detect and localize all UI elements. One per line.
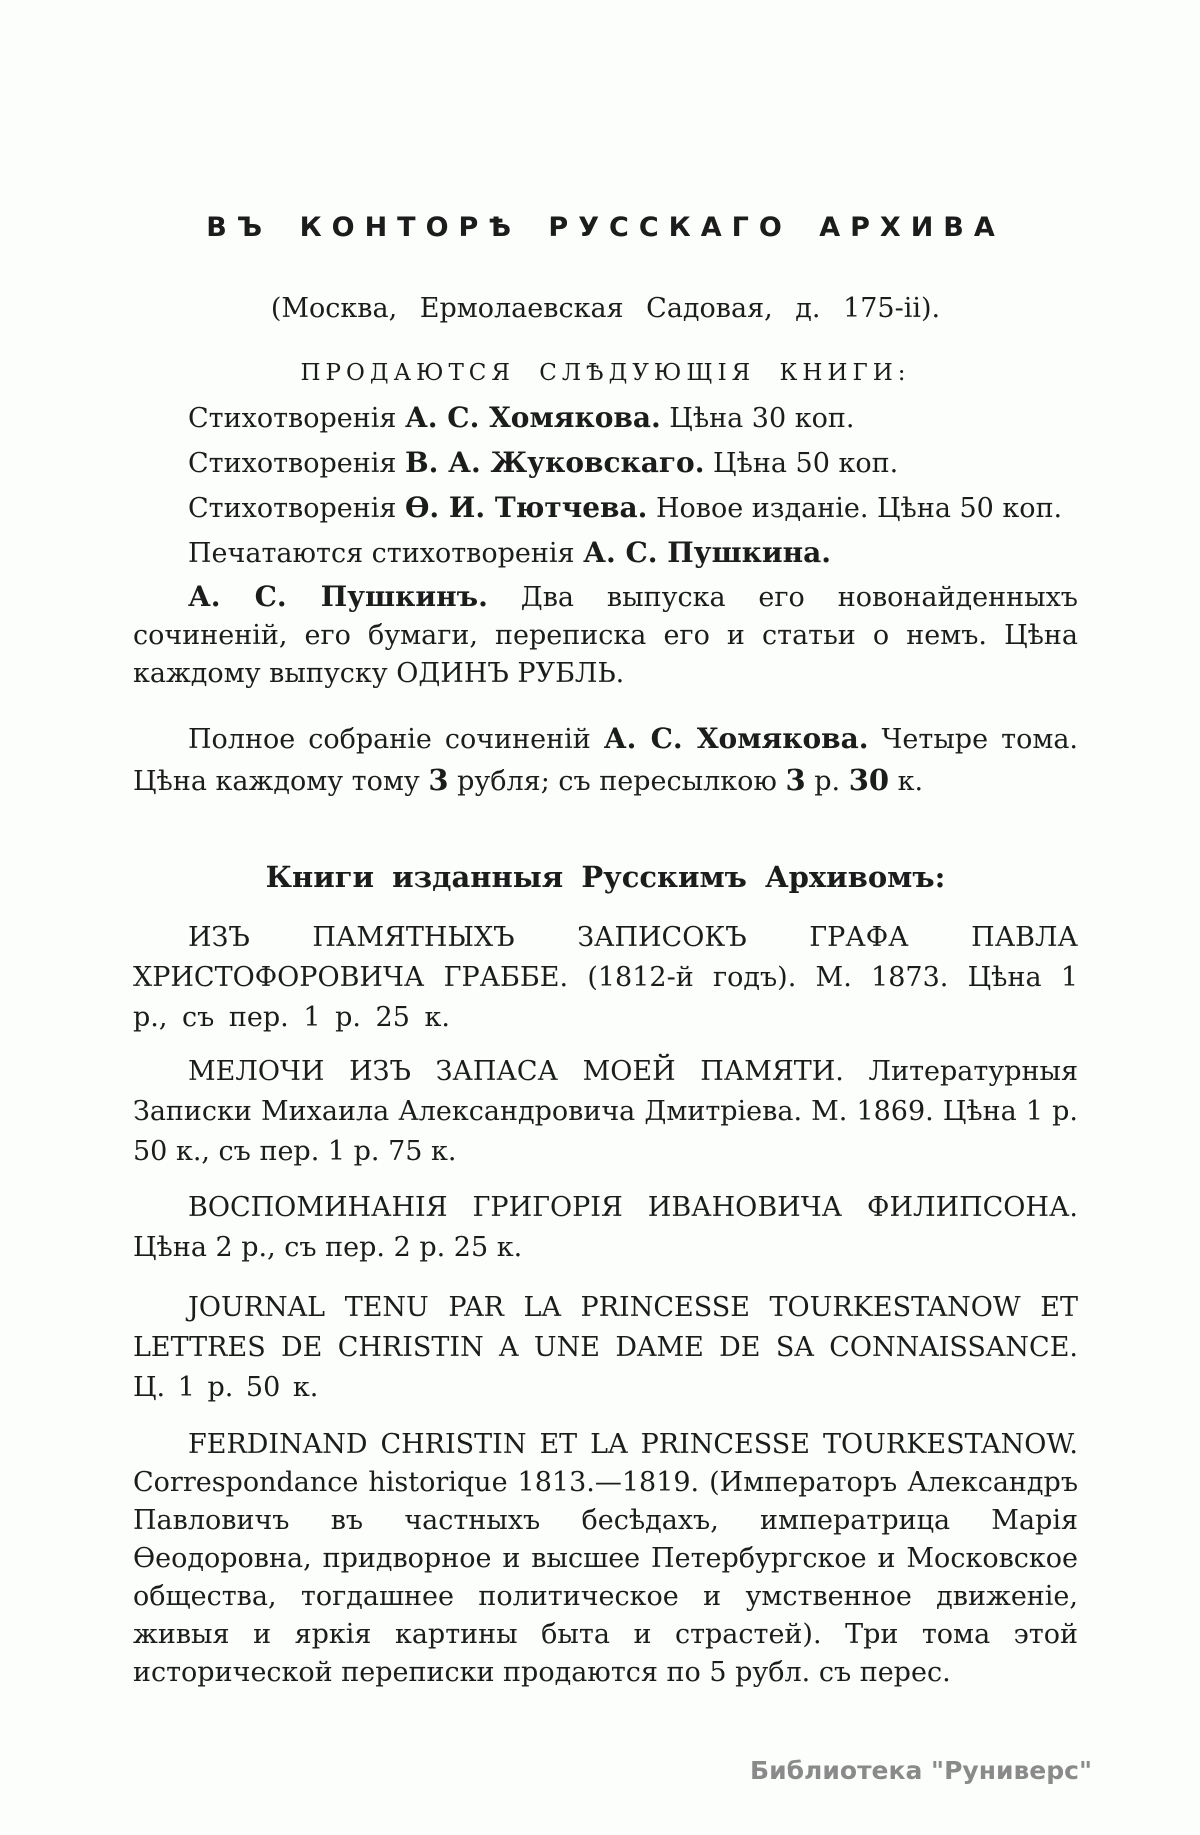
pushkin-paragraph [133,578,1078,693]
sale-heading: ПРОДАЮТСЯ СЛѢДУЮЩІЯ КНИГИ: [300,360,911,386]
sale-list [133,396,1078,576]
book-entry [133,918,1078,1038]
sale-item-prefix: Стихотворенія [188,403,405,434]
paragraph-text: к. [889,766,924,797]
page-title: ВЪ КОНТОРѢ РУССКАГО АРХИВА [206,212,1005,243]
paragraph-text: Два выпуска его новонайденныхъ сочиненій, его бумаги, переписка его и статьи о немъ. Цѣна каждому выпуску ОДИНЪ РУБЛЬ. [133,582,1078,689]
book-details: Ц. 1 р. 50 к. [133,1372,319,1403]
address-line: (Москва, Ермолаевская Садовая, д. 175-ii). [270,293,941,324]
sale-item-price: Новое изданіе. Цѣна 50 коп. [647,493,1063,524]
book-entry [133,1188,1078,1268]
book-title: ВОСПОМИНАНІЯ ГРИГОРІЯ ИВАНОВИЧА ФИЛИПСОНА. [188,1192,1078,1223]
sale-item-price: Цѣна 50 коп. [704,448,899,479]
khomyakov-paragraph [133,719,1078,802]
paragraph-text: рубля; съ пересылкою [448,766,786,797]
paragraph-text: Четыре тома. Цѣна каждому тому [133,724,1079,797]
book-details: Correspondance historique 1813.—1819. (Императоръ Александръ Павловичъ въ частныхъ бесѣдахъ, императрица Марія Ѳеодоровна, придворное и высшее Петербургское и Московское общества, тогдашнее политическое и умственное движеніе, живыя и яркія картины быта и страстей). Три тома этой исторической переписки продаются по 5 рубл. съ перес. [133,1467,1078,1688]
price-value: 30 [848,763,890,797]
book-entry [133,1288,1078,1408]
page-column [133,0,1078,1692]
book-title: JOURNAL TENU PAR LA PRINCESSE TOURKESTANOW ET LETTRES DE CHRISTIN A UNE DAME DE SA CONNAISSANCE. [133,1292,1078,1363]
book-title: МЕЛОЧИ ИЗЪ ЗАПАСА МОЕЙ ПАМЯТИ. [188,1056,844,1087]
author-name: В. А. Жуковскаго. [404,446,705,479]
paragraph-text: р. [805,766,849,797]
book-entry [133,1426,1078,1692]
author-name: А. С. Пушкинъ. [188,580,488,613]
author-name: А. С. Пушкина. [583,536,832,569]
book-details: (1812-й годъ). М. 1873. Цѣна 1 р., съ пер. 1 р. 25 к. [133,962,1079,1033]
sale-list-item [133,531,1078,576]
author-name: Ѳ. И. Тютчева. [404,491,648,524]
sale-item-prefix: Стихотворенія [188,448,405,479]
section-heading: Книги изданныя Русскимъ Архивомъ: [265,860,946,894]
sale-item-price: Цѣна 30 коп. [660,403,855,434]
price-value: 3 [785,763,806,797]
paragraph-text: Полное собраніе сочиненій [188,724,604,755]
sale-item-prefix: Печатаются стихотворенія [188,538,584,569]
sale-list-item [133,441,1078,486]
price-value: 3 [428,763,449,797]
author-name: А. С. Хомякова. [603,722,869,755]
book-entry [133,1052,1078,1172]
book-details: Литературныя Записки Михаила Александровича Дмитріева. М. 1869. Цѣна 1 р. 50 к., съ пер. 1 р. 75 к. [133,1056,1078,1167]
book-details: Цѣна 2 р., съ пер. 2 р. 25 к. [133,1232,523,1263]
sale-list-item [133,396,1078,441]
book-title: FERDINAND CHRISTIN ET LA PRINCESSE TOURKESTANOW. [188,1429,1078,1460]
library-watermark: Библиотека "Руниверс" [750,1756,1092,1785]
sale-list-item [133,486,1078,531]
author-name: А. С. Хомякова. [404,401,661,434]
book-title: ИЗЪ ПАМЯТНЫХЪ ЗАПИСОКЪ ГРАФА ПАВЛА ХРИСТОФОРОВИЧА ГРАББЕ. [133,922,1078,993]
sale-item-prefix: Стихотворенія [188,493,405,524]
